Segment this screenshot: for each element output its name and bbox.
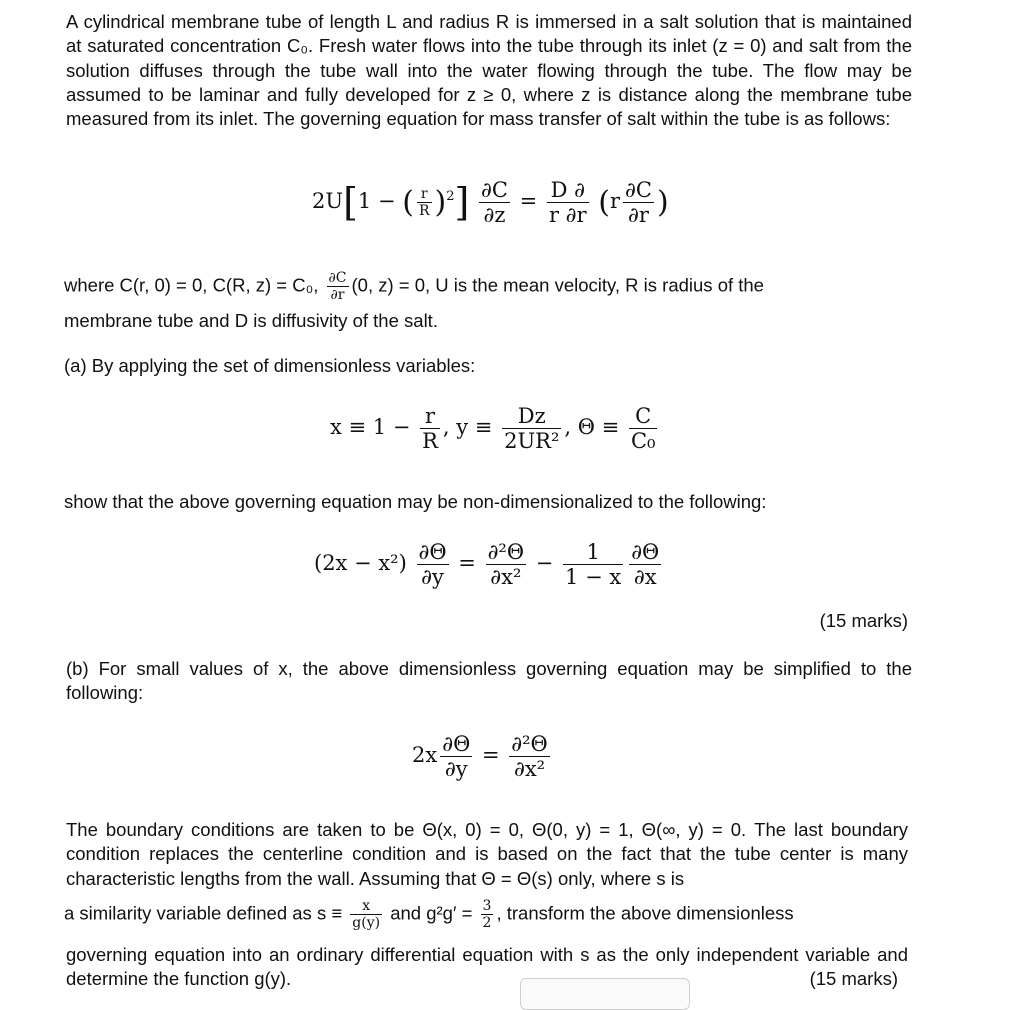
eq2-theta-frac <box>629 404 658 453</box>
eq3-dx2: ∂x² <box>490 565 522 589</box>
eq3-onemx: 1 − x <box>565 565 622 589</box>
eq1-r: r <box>417 186 432 203</box>
eq1-rdr: r ∂r <box>548 203 587 227</box>
part-b-heading: (b) For small values of x, the above dimensionless governing equation may be simplified to the following: <box>66 658 912 704</box>
eq3-one: 1 <box>563 540 623 565</box>
eq3-dT2: ∂Θ <box>631 540 660 564</box>
nondimensional-equation <box>314 540 664 589</box>
eq1-coef: 2U <box>312 189 344 213</box>
eq1-dC: ∂C <box>481 178 508 202</box>
eq2-Dz: Dz <box>502 404 561 429</box>
eq2-x-def: x ≡ 1 − <box>330 415 411 439</box>
eq3-dy: ∂y <box>421 565 444 589</box>
eq1-r-factor: r <box>609 189 621 213</box>
bc-g-num: 3 <box>482 898 492 914</box>
eq3-dTdx <box>629 540 661 589</box>
eq1-equals: = <box>519 189 538 213</box>
eq2-r: r <box>420 404 440 429</box>
part-a-heading: (a) By applying the set of dimensionless variables: <box>64 355 476 376</box>
marks-a: (15 marks) <box>819 610 908 631</box>
eq1-dC2: ∂C <box>625 178 652 202</box>
where-dCdr <box>327 270 349 303</box>
eq3-minus: − <box>535 551 554 575</box>
bc-line-b: and g²g′ = <box>390 902 473 924</box>
eq3-d2Tdx2 <box>486 540 527 589</box>
eq4-dy: ∂y <box>444 757 468 781</box>
eq2-UR: 2UR² <box>504 429 560 453</box>
eq3-dx: ∂x <box>633 565 657 589</box>
eq1-D: D <box>550 178 568 202</box>
eq3-dTdy <box>417 540 449 589</box>
eq4-d2T: ∂²Θ <box>511 732 548 756</box>
eq2-R: R <box>422 429 438 453</box>
dimensionless-variables <box>330 404 660 453</box>
where-part1: where C(r, 0) = 0, C(R, z) = C₀, <box>64 274 319 296</box>
eq1-dr: ∂r <box>628 203 649 227</box>
bc-line-a: a similarity variable defined as s ≡ <box>64 902 343 924</box>
eq4-dTdy <box>440 732 472 781</box>
where-part2: (0, z) = 0, U is the mean velocity, R is radius of the <box>351 274 764 296</box>
eq2-Co: C₀ <box>630 429 656 453</box>
eq2-y-def: , y ≡ <box>442 415 493 439</box>
marks-b: (15 marks) <box>809 968 898 989</box>
show-text: show that the above governing equation may be non-dimensionalized to the following: <box>64 491 767 512</box>
eq1-minus: − <box>377 189 396 213</box>
bc-g-den: 2 <box>482 915 492 931</box>
intro-paragraph: A cylindrical membrane tube of length L and radius R is immersed in a salt solution that is maintained at saturated concentration C₀. Fresh water flows into the tube through its inlet (z = 0) and salt from the solution diffuses through the tube wall into the water flowing through the tube. The flow may be assumed to be laminar and fully developed for z ≥ 0, where z is distance along the membrane tube measured from its inlet. The governing equation for mass transfer of salt within the tube is as follows: <box>66 11 912 130</box>
bc-g-frac <box>481 898 494 931</box>
simplified-equation <box>412 732 553 781</box>
eq3-lhs: (2x − x²) <box>314 551 407 575</box>
where-den: ∂r <box>330 287 345 303</box>
governing-equation: 2U[1 − ( $\frac{r}{R}$ )$^2$] $\frac{\partial C}{\partial z}$ = $\frac{D \partial}{r \partial r}$ (r $\frac{\partial C}{\partial r}$ ) <box>312 178 669 227</box>
eq2-r-over-R <box>420 404 440 453</box>
bottom-overlay-button[interactable] <box>520 978 690 1010</box>
eq2-C: C <box>629 404 658 429</box>
eq3-equals: = <box>458 551 476 575</box>
bc-s-frac <box>350 898 382 931</box>
eq1-square: 2 <box>446 189 455 204</box>
eq4-lhs: 2x <box>412 743 438 767</box>
eq1-D-over-r <box>547 178 589 227</box>
bc-paragraph: The boundary conditions are taken to be Θ(x, 0) = 0, Θ(0, y) = 1, Θ(∞, y) = 0. The last boundary condition replaces the centerline condition and is based on the fact that the tube center is many characteristic lengths from the wall. Assuming that Θ = Θ(s) only, where s is <box>66 819 908 889</box>
eq1-dCdr <box>623 178 654 227</box>
bc-s-num: x <box>350 898 382 915</box>
eq4-dT: ∂Θ <box>442 732 471 756</box>
eq4-d2Tdx2 <box>509 732 550 781</box>
bc-line-c: , transform the above dimensionless <box>496 902 794 924</box>
eq3-dT: ∂Θ <box>418 540 447 564</box>
eq3-one-over <box>563 540 623 589</box>
where-line <box>64 270 764 303</box>
eq1-one: 1 <box>357 189 372 213</box>
eq2-y-frac <box>502 404 561 453</box>
eq3-d2T: ∂²Θ <box>487 540 525 564</box>
eq1-R: R <box>418 203 430 219</box>
eq1-r-over-R <box>417 186 432 219</box>
eq1-partial: ∂ <box>574 178 585 202</box>
bc-last: governing equation into an ordinary differential equation with s as the only independent variable and determine the function g(y). <box>66 944 908 990</box>
bc-s-den: g(y) <box>352 915 381 931</box>
eq2-theta-def: , Θ ≡ <box>564 415 620 439</box>
where-line-2: membrane tube and D is diffusivity of the salt. <box>64 310 438 331</box>
eq4-dx2: ∂x² <box>513 757 546 781</box>
similarity-line <box>64 898 794 931</box>
where-num: ∂C <box>328 270 347 286</box>
eq1-dCdz <box>479 178 510 227</box>
eq1-D-d <box>547 178 589 203</box>
eq1-dz: ∂z <box>483 203 506 227</box>
eq4-equals: = <box>481 743 500 767</box>
